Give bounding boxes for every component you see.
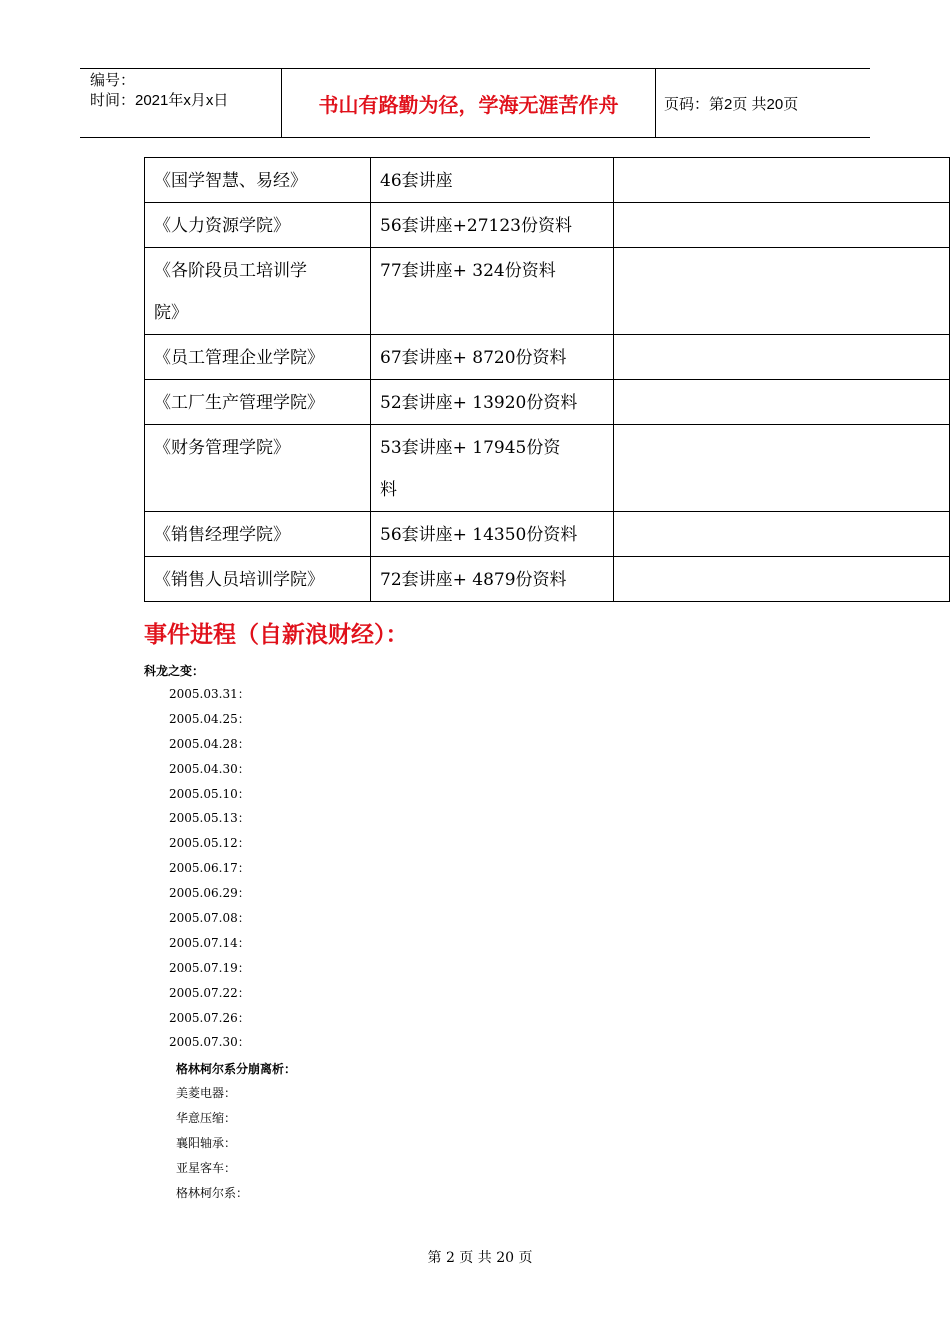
table-row — [145, 248, 950, 335]
event-date-item: 2005.03.31： — [169, 687, 250, 701]
table-cell-name: 《人力资源学院》 — [145, 203, 371, 248]
table-cell-extra — [614, 158, 950, 203]
company-item: 华意压缩： — [176, 1110, 237, 1125]
event-date-item: 2005.07.08： — [169, 911, 250, 926]
event-date-item: 2005.07.22： — [169, 985, 250, 1000]
table-row — [145, 335, 950, 380]
table-cell-extra — [614, 248, 950, 335]
events-subtitle-2: 格林柯尔系分崩离析： — [176, 1062, 297, 1076]
table-row — [145, 512, 950, 557]
course-table — [144, 157, 950, 602]
page-header — [80, 68, 870, 138]
events-title: 事件进程（自新浪财经）： — [144, 622, 409, 648]
table-cell-name: 《国学智慧、易经》 — [145, 158, 371, 203]
event-date-item: 2005.04.30： — [169, 761, 250, 776]
table-cell-extra — [614, 512, 950, 557]
event-date-item: 2005.04.25： — [169, 711, 250, 726]
header-meta — [80, 69, 281, 137]
event-date-item: 2005.05.10： — [169, 786, 250, 801]
events-subtitle: 科龙之变： — [144, 664, 205, 678]
table-cell-content: 46套讲座 — [371, 158, 614, 203]
company-item: 亚星客车： — [176, 1160, 237, 1175]
table-cell-content-line: 料 — [380, 480, 397, 500]
table-cell-name: 《工厂生产管理学院》 — [145, 380, 371, 425]
table-cell-extra — [614, 557, 950, 602]
number-label: 编号： — [90, 72, 136, 89]
table-cell-content: 52套讲座+ 13920份资料 — [371, 380, 614, 425]
table-cell-extra — [614, 380, 950, 425]
table-cell-content: 67套讲座+ 8720份资料 — [371, 335, 614, 380]
event-date-item: 2005.07.26： — [169, 1010, 250, 1025]
table-cell-content — [371, 425, 614, 512]
date-label: 时间：2021年x月x日 — [90, 92, 229, 109]
event-date-item: 2005.04.28： — [169, 736, 250, 751]
company-item: 美菱电器： — [176, 1086, 237, 1100]
event-date-item: 2005.06.17： — [169, 861, 250, 876]
header-page-label: 页码：第2页 共20页 — [664, 95, 799, 113]
table-row — [145, 557, 950, 602]
company-item: 格林柯尔系： — [176, 1185, 249, 1200]
table-cell-name — [145, 248, 371, 335]
table-cell-content: 56套讲座+27123份资料 — [371, 203, 614, 248]
event-date-item: 2005.05.13： — [169, 811, 250, 826]
table-cell-content: 56套讲座+ 14350份资料 — [371, 512, 614, 557]
table-cell-content-line: 53套讲座+ 17945份资 — [380, 438, 561, 458]
header-motto: 书山有路勤为径，学海无涯苦作舟 — [281, 69, 656, 137]
event-date-item: 2005.06.29： — [169, 886, 250, 901]
company-list — [176, 1085, 248, 1209]
company-item: 襄阳轴承： — [176, 1135, 237, 1150]
table-cell-extra — [614, 335, 950, 380]
table-cell-name: 《销售经理学院》 — [145, 512, 371, 557]
table-cell-content: 77套讲座+ 324份资料 — [371, 248, 614, 335]
table-cell-name-line: 院》 — [154, 303, 188, 323]
table-row — [145, 203, 950, 248]
table-cell-content: 72套讲座+ 4879份资料 — [371, 557, 614, 602]
event-date-item: 2005.07.30： — [169, 1035, 250, 1050]
table-cell-name: 《财务管理学院》 — [145, 425, 371, 512]
table-row — [145, 425, 950, 512]
table-cell-extra — [614, 203, 950, 248]
event-date-item: 2005.07.19： — [169, 960, 250, 975]
table-cell-name: 《销售人员培训学院》 — [145, 557, 371, 602]
table-cell-name-line: 《各阶段员工培训学 — [154, 261, 307, 281]
table-cell-name: 《员工管理企业学院》 — [145, 335, 371, 380]
event-date-item: 2005.07.14： — [169, 935, 250, 950]
table-row — [145, 158, 950, 203]
table-cell-extra — [614, 425, 950, 512]
event-date-list — [169, 686, 250, 1059]
table-row — [145, 380, 950, 425]
page-footer: 第 2 页 共 20 页 — [427, 1250, 533, 1266]
event-date-item: 2005.05.12： — [169, 836, 250, 851]
